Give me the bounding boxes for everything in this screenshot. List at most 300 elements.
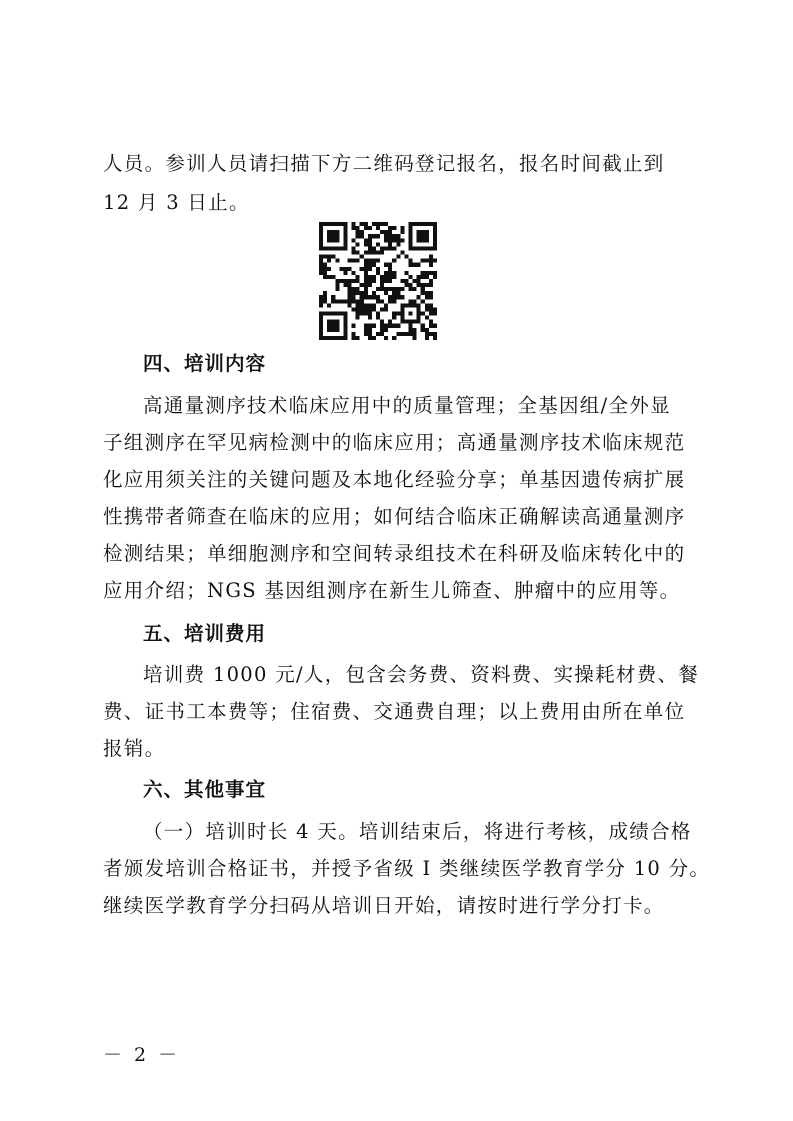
qr-module <box>400 303 404 307</box>
qr-module <box>380 275 384 279</box>
qr-module <box>421 246 425 250</box>
qr-module <box>343 246 347 250</box>
qr-module <box>364 307 368 311</box>
qr-module <box>392 336 396 340</box>
qr-module <box>319 324 323 328</box>
qr-module <box>372 259 376 263</box>
qr-module <box>339 222 343 226</box>
qr-module <box>380 279 384 283</box>
qr-module <box>384 238 388 242</box>
qr-module <box>356 234 360 238</box>
qr-module <box>319 263 323 267</box>
qr-module <box>409 226 413 230</box>
qr-module <box>392 246 396 250</box>
qr-module <box>364 287 368 291</box>
qr-module <box>372 250 376 254</box>
qr-module <box>396 291 400 295</box>
qr-module <box>429 255 433 259</box>
qr-module <box>429 295 433 299</box>
qr-module <box>384 324 388 328</box>
qr-module <box>323 336 327 340</box>
qr-module <box>331 275 335 279</box>
qr-module <box>388 271 392 275</box>
qr-module <box>335 279 339 283</box>
qr-module <box>404 255 408 259</box>
qr-module <box>368 316 372 320</box>
qr-module <box>331 312 335 316</box>
qr-module <box>425 283 429 287</box>
qr-module <box>429 246 433 250</box>
qr-module <box>396 332 400 336</box>
qr-module <box>352 324 356 328</box>
qr-module <box>368 250 372 254</box>
qr-module <box>421 283 425 287</box>
qr-module <box>331 238 335 242</box>
qr-module <box>376 226 380 230</box>
qr-module <box>413 246 417 250</box>
qr-module <box>368 279 372 283</box>
qr-module <box>380 287 384 291</box>
qr-module <box>417 316 421 320</box>
qr-module <box>323 255 327 259</box>
qr-module <box>319 299 323 303</box>
qr-module <box>319 222 323 226</box>
qr-module <box>400 320 404 324</box>
qr-module <box>433 222 437 226</box>
qr-module <box>384 291 388 295</box>
qr-module <box>327 246 331 250</box>
qr-code-graphic <box>319 222 437 340</box>
qr-module <box>327 275 331 279</box>
qr-module <box>433 312 437 316</box>
qr-module <box>372 324 376 328</box>
qr-module <box>384 307 388 311</box>
qr-module <box>360 234 364 238</box>
qr-module <box>413 328 417 332</box>
section-4-title: 四、培训内容 <box>143 352 267 375</box>
qr-module <box>425 259 429 263</box>
qr-module <box>384 230 388 234</box>
qr-module <box>433 336 437 340</box>
qr-module <box>327 238 331 242</box>
qr-module <box>425 275 429 279</box>
qr-module <box>384 246 388 250</box>
qr-module <box>376 295 380 299</box>
section-5-line: 报销。 <box>103 737 166 760</box>
qr-module <box>327 234 331 238</box>
qr-module <box>425 222 429 226</box>
qr-module <box>413 299 417 303</box>
qr-module <box>400 307 404 311</box>
qr-module <box>364 226 368 230</box>
qr-module <box>356 226 360 230</box>
qr-module <box>347 283 351 287</box>
qr-module <box>352 291 356 295</box>
qr-module <box>380 283 384 287</box>
qr-module <box>384 287 388 291</box>
qr-module <box>364 222 368 226</box>
qr-module <box>352 299 356 303</box>
qr-module <box>356 275 360 279</box>
qr-module <box>392 259 396 263</box>
qr-module <box>376 234 380 238</box>
qr-module <box>339 336 343 340</box>
qr-module <box>380 328 384 332</box>
qr-module <box>429 222 433 226</box>
qr-module <box>413 222 417 226</box>
qr-module <box>356 303 360 307</box>
qr-module <box>335 246 339 250</box>
qr-module <box>417 230 421 234</box>
qr-module <box>433 234 437 238</box>
qr-module <box>360 312 364 316</box>
qr-module <box>384 222 388 226</box>
qr-module <box>384 234 388 238</box>
qr-module <box>364 250 368 254</box>
qr-module <box>343 271 347 275</box>
qr-module <box>421 222 425 226</box>
qr-module <box>409 324 413 328</box>
qr-module <box>343 324 347 328</box>
qr-module <box>327 320 331 324</box>
qr-module <box>400 295 404 299</box>
qr-module <box>409 259 413 263</box>
qr-module <box>352 259 356 263</box>
qr-module <box>417 234 421 238</box>
qr-module <box>327 259 331 263</box>
qr-module <box>364 303 368 307</box>
qr-module <box>339 246 343 250</box>
qr-module <box>421 287 425 291</box>
qr-module <box>323 299 327 303</box>
qr-module <box>352 271 356 275</box>
qr-module <box>327 328 331 332</box>
qr-module <box>396 324 400 328</box>
section-4-line: 化应用须关注的关键问题及本地化经验分享；单基因遗传病扩展 <box>103 468 686 491</box>
qr-module <box>404 271 408 275</box>
qr-module <box>368 307 372 311</box>
qr-module <box>413 336 417 340</box>
qr-module <box>421 238 425 242</box>
qr-module <box>331 299 335 303</box>
qr-module <box>364 279 368 283</box>
qr-module <box>323 263 327 267</box>
qr-module <box>380 332 384 336</box>
qr-code-icon[interactable] <box>319 222 437 340</box>
qr-module <box>388 267 392 271</box>
qr-module <box>364 242 368 246</box>
qr-module <box>421 324 425 328</box>
qr-module <box>413 263 417 267</box>
qr-module <box>404 279 408 283</box>
qr-module <box>343 267 347 271</box>
qr-module <box>364 238 368 242</box>
qr-module <box>368 328 372 332</box>
qr-module <box>368 238 372 242</box>
qr-module <box>392 291 396 295</box>
qr-module <box>433 230 437 234</box>
qr-module <box>343 238 347 242</box>
qr-module <box>352 222 356 226</box>
qr-module <box>331 246 335 250</box>
qr-module <box>327 303 331 307</box>
qr-module <box>425 328 429 332</box>
qr-module <box>388 324 392 328</box>
qr-module <box>388 242 392 246</box>
qr-module <box>409 222 413 226</box>
qr-module <box>417 312 421 316</box>
qr-module <box>339 267 343 271</box>
qr-module <box>347 303 351 307</box>
qr-module <box>368 259 372 263</box>
qr-module <box>425 246 429 250</box>
qr-module <box>335 230 339 234</box>
qr-module <box>339 299 343 303</box>
qr-module <box>343 336 347 340</box>
qr-module <box>392 234 396 238</box>
qr-module <box>417 320 421 324</box>
qr-module <box>360 230 364 234</box>
qr-module <box>425 332 429 336</box>
qr-module <box>352 307 356 311</box>
qr-module <box>319 332 323 336</box>
qr-module <box>323 222 327 226</box>
qr-module <box>327 255 331 259</box>
qr-module <box>409 242 413 246</box>
qr-module <box>425 336 429 340</box>
qr-module <box>356 230 360 234</box>
qr-module <box>392 316 396 320</box>
qr-module <box>425 291 429 295</box>
section-6-line: （一）培训时长 4 天。培训结束后，将进行考核，成绩合格 <box>143 820 692 843</box>
qr-module <box>360 303 364 307</box>
qr-module <box>360 255 364 259</box>
qr-module <box>356 287 360 291</box>
qr-module <box>429 263 433 267</box>
qr-module <box>433 332 437 336</box>
section-4-line: 性携带者筛查在临床的应用；如何结合临床正确解读高通量测序 <box>103 505 686 528</box>
qr-module <box>380 299 384 303</box>
qr-module <box>392 271 396 275</box>
qr-module <box>364 324 368 328</box>
qr-module <box>380 222 384 226</box>
qr-module <box>343 299 347 303</box>
qr-module <box>400 332 404 336</box>
qr-module <box>417 279 421 283</box>
qr-module <box>404 332 408 336</box>
qr-module <box>343 242 347 246</box>
qr-module <box>417 238 421 242</box>
qr-module <box>417 275 421 279</box>
qr-module <box>433 324 437 328</box>
qr-module <box>400 230 404 234</box>
qr-module <box>409 320 413 324</box>
qr-module <box>356 250 360 254</box>
qr-module <box>400 279 404 283</box>
qr-module <box>331 222 335 226</box>
qr-module <box>372 303 376 307</box>
qr-module <box>319 242 323 246</box>
qr-module <box>425 234 429 238</box>
qr-module <box>368 275 372 279</box>
qr-module <box>347 299 351 303</box>
qr-module <box>372 291 376 295</box>
qr-module <box>343 226 347 230</box>
qr-module <box>368 295 372 299</box>
qr-module <box>319 295 323 299</box>
qr-module <box>360 291 364 295</box>
qr-module <box>352 238 356 242</box>
qr-module <box>392 299 396 303</box>
qr-module <box>388 299 392 303</box>
qr-module <box>364 291 368 295</box>
section-5-line: 培训费 1000 元/人，包含会务费、资料费、实操耗材费、餐 <box>143 663 700 686</box>
qr-module <box>323 271 327 275</box>
qr-module <box>343 222 347 226</box>
qr-module <box>429 303 433 307</box>
section-4-line: 应用介绍；NGS 基因组测序在新生儿筛查、肿瘤中的应用等。 <box>103 579 681 602</box>
qr-module <box>372 234 376 238</box>
section-5-title: 五、培训费用 <box>143 622 267 645</box>
qr-module <box>400 312 404 316</box>
qr-module <box>417 263 421 267</box>
qr-module <box>327 336 331 340</box>
qr-module <box>343 312 347 316</box>
qr-module <box>368 246 372 250</box>
qr-module <box>421 328 425 332</box>
qr-module <box>392 275 396 279</box>
qr-module <box>347 291 351 295</box>
qr-module <box>392 226 396 230</box>
qr-module <box>433 259 437 263</box>
qr-module <box>339 279 343 283</box>
qr-module <box>433 275 437 279</box>
qr-module <box>376 332 380 336</box>
qr-module <box>392 287 396 291</box>
qr-module <box>319 238 323 242</box>
qr-module <box>356 299 360 303</box>
qr-module <box>335 238 339 242</box>
qr-module <box>343 332 347 336</box>
qr-module <box>417 222 421 226</box>
qr-module <box>400 287 404 291</box>
qr-module <box>392 312 396 316</box>
qr-module <box>331 230 335 234</box>
intro-line-1: 人员。参训人员请扫描下方二维码登记报名，报名时间截止到 <box>103 152 665 175</box>
qr-module <box>409 332 413 336</box>
qr-module <box>376 267 380 271</box>
qr-module <box>409 275 413 279</box>
qr-module <box>356 291 360 295</box>
section-6-line: 继续医学教育学分扫码从培训日开始，请按时进行学分打卡。 <box>103 894 665 917</box>
qr-module <box>327 267 331 271</box>
qr-module <box>376 271 380 275</box>
qr-module <box>331 328 335 332</box>
qr-module <box>360 283 364 287</box>
qr-module <box>417 303 421 307</box>
qr-module <box>356 312 360 316</box>
qr-module <box>400 238 404 242</box>
qr-module <box>323 295 327 299</box>
qr-module <box>380 250 384 254</box>
qr-module <box>376 287 380 291</box>
qr-module <box>368 263 372 267</box>
qr-module <box>388 275 392 279</box>
qr-module <box>360 299 364 303</box>
qr-module <box>380 324 384 328</box>
qr-module <box>319 271 323 275</box>
qr-module <box>388 279 392 283</box>
qr-module <box>360 295 364 299</box>
qr-module <box>388 295 392 299</box>
qr-module <box>331 320 335 324</box>
qr-module <box>429 279 433 283</box>
qr-module <box>396 238 400 242</box>
qr-module <box>319 259 323 263</box>
qr-module <box>335 287 339 291</box>
qr-module <box>319 303 323 307</box>
qr-module <box>319 336 323 340</box>
qr-module <box>335 312 339 316</box>
qr-module <box>352 250 356 254</box>
qr-module <box>331 324 335 328</box>
qr-module <box>347 267 351 271</box>
qr-module <box>400 226 404 230</box>
qr-module <box>421 271 425 275</box>
qr-module <box>368 267 372 271</box>
qr-module <box>388 263 392 267</box>
qr-module <box>392 295 396 299</box>
qr-module <box>368 332 372 336</box>
qr-module <box>388 230 392 234</box>
qr-module <box>335 299 339 303</box>
qr-module <box>368 336 372 340</box>
qr-module <box>356 242 360 246</box>
qr-module <box>409 234 413 238</box>
qr-module <box>380 230 384 234</box>
qr-module <box>425 307 429 311</box>
qr-module <box>417 295 421 299</box>
qr-module <box>327 230 331 234</box>
qr-module <box>319 316 323 320</box>
qr-module <box>343 283 347 287</box>
qr-module <box>404 283 408 287</box>
qr-module <box>404 320 408 324</box>
qr-module <box>421 259 425 263</box>
qr-module <box>364 263 368 267</box>
qr-module <box>417 283 421 287</box>
qr-module <box>433 238 437 242</box>
qr-module <box>368 226 372 230</box>
qr-module <box>335 320 339 324</box>
qr-module <box>425 271 429 275</box>
qr-module <box>368 303 372 307</box>
qr-module <box>368 242 372 246</box>
qr-module <box>409 287 413 291</box>
qr-module <box>384 279 388 283</box>
qr-module <box>400 316 404 320</box>
qr-module <box>429 291 433 295</box>
qr-module <box>352 336 356 340</box>
section-4-line: 高通量测序技术临床应用中的质量管理；全基因组/全外显 <box>143 394 671 417</box>
qr-module <box>364 332 368 336</box>
qr-module <box>343 316 347 320</box>
qr-module <box>360 307 364 311</box>
qr-module <box>356 259 360 263</box>
qr-module <box>352 295 356 299</box>
qr-module <box>409 303 413 307</box>
qr-module <box>384 275 388 279</box>
